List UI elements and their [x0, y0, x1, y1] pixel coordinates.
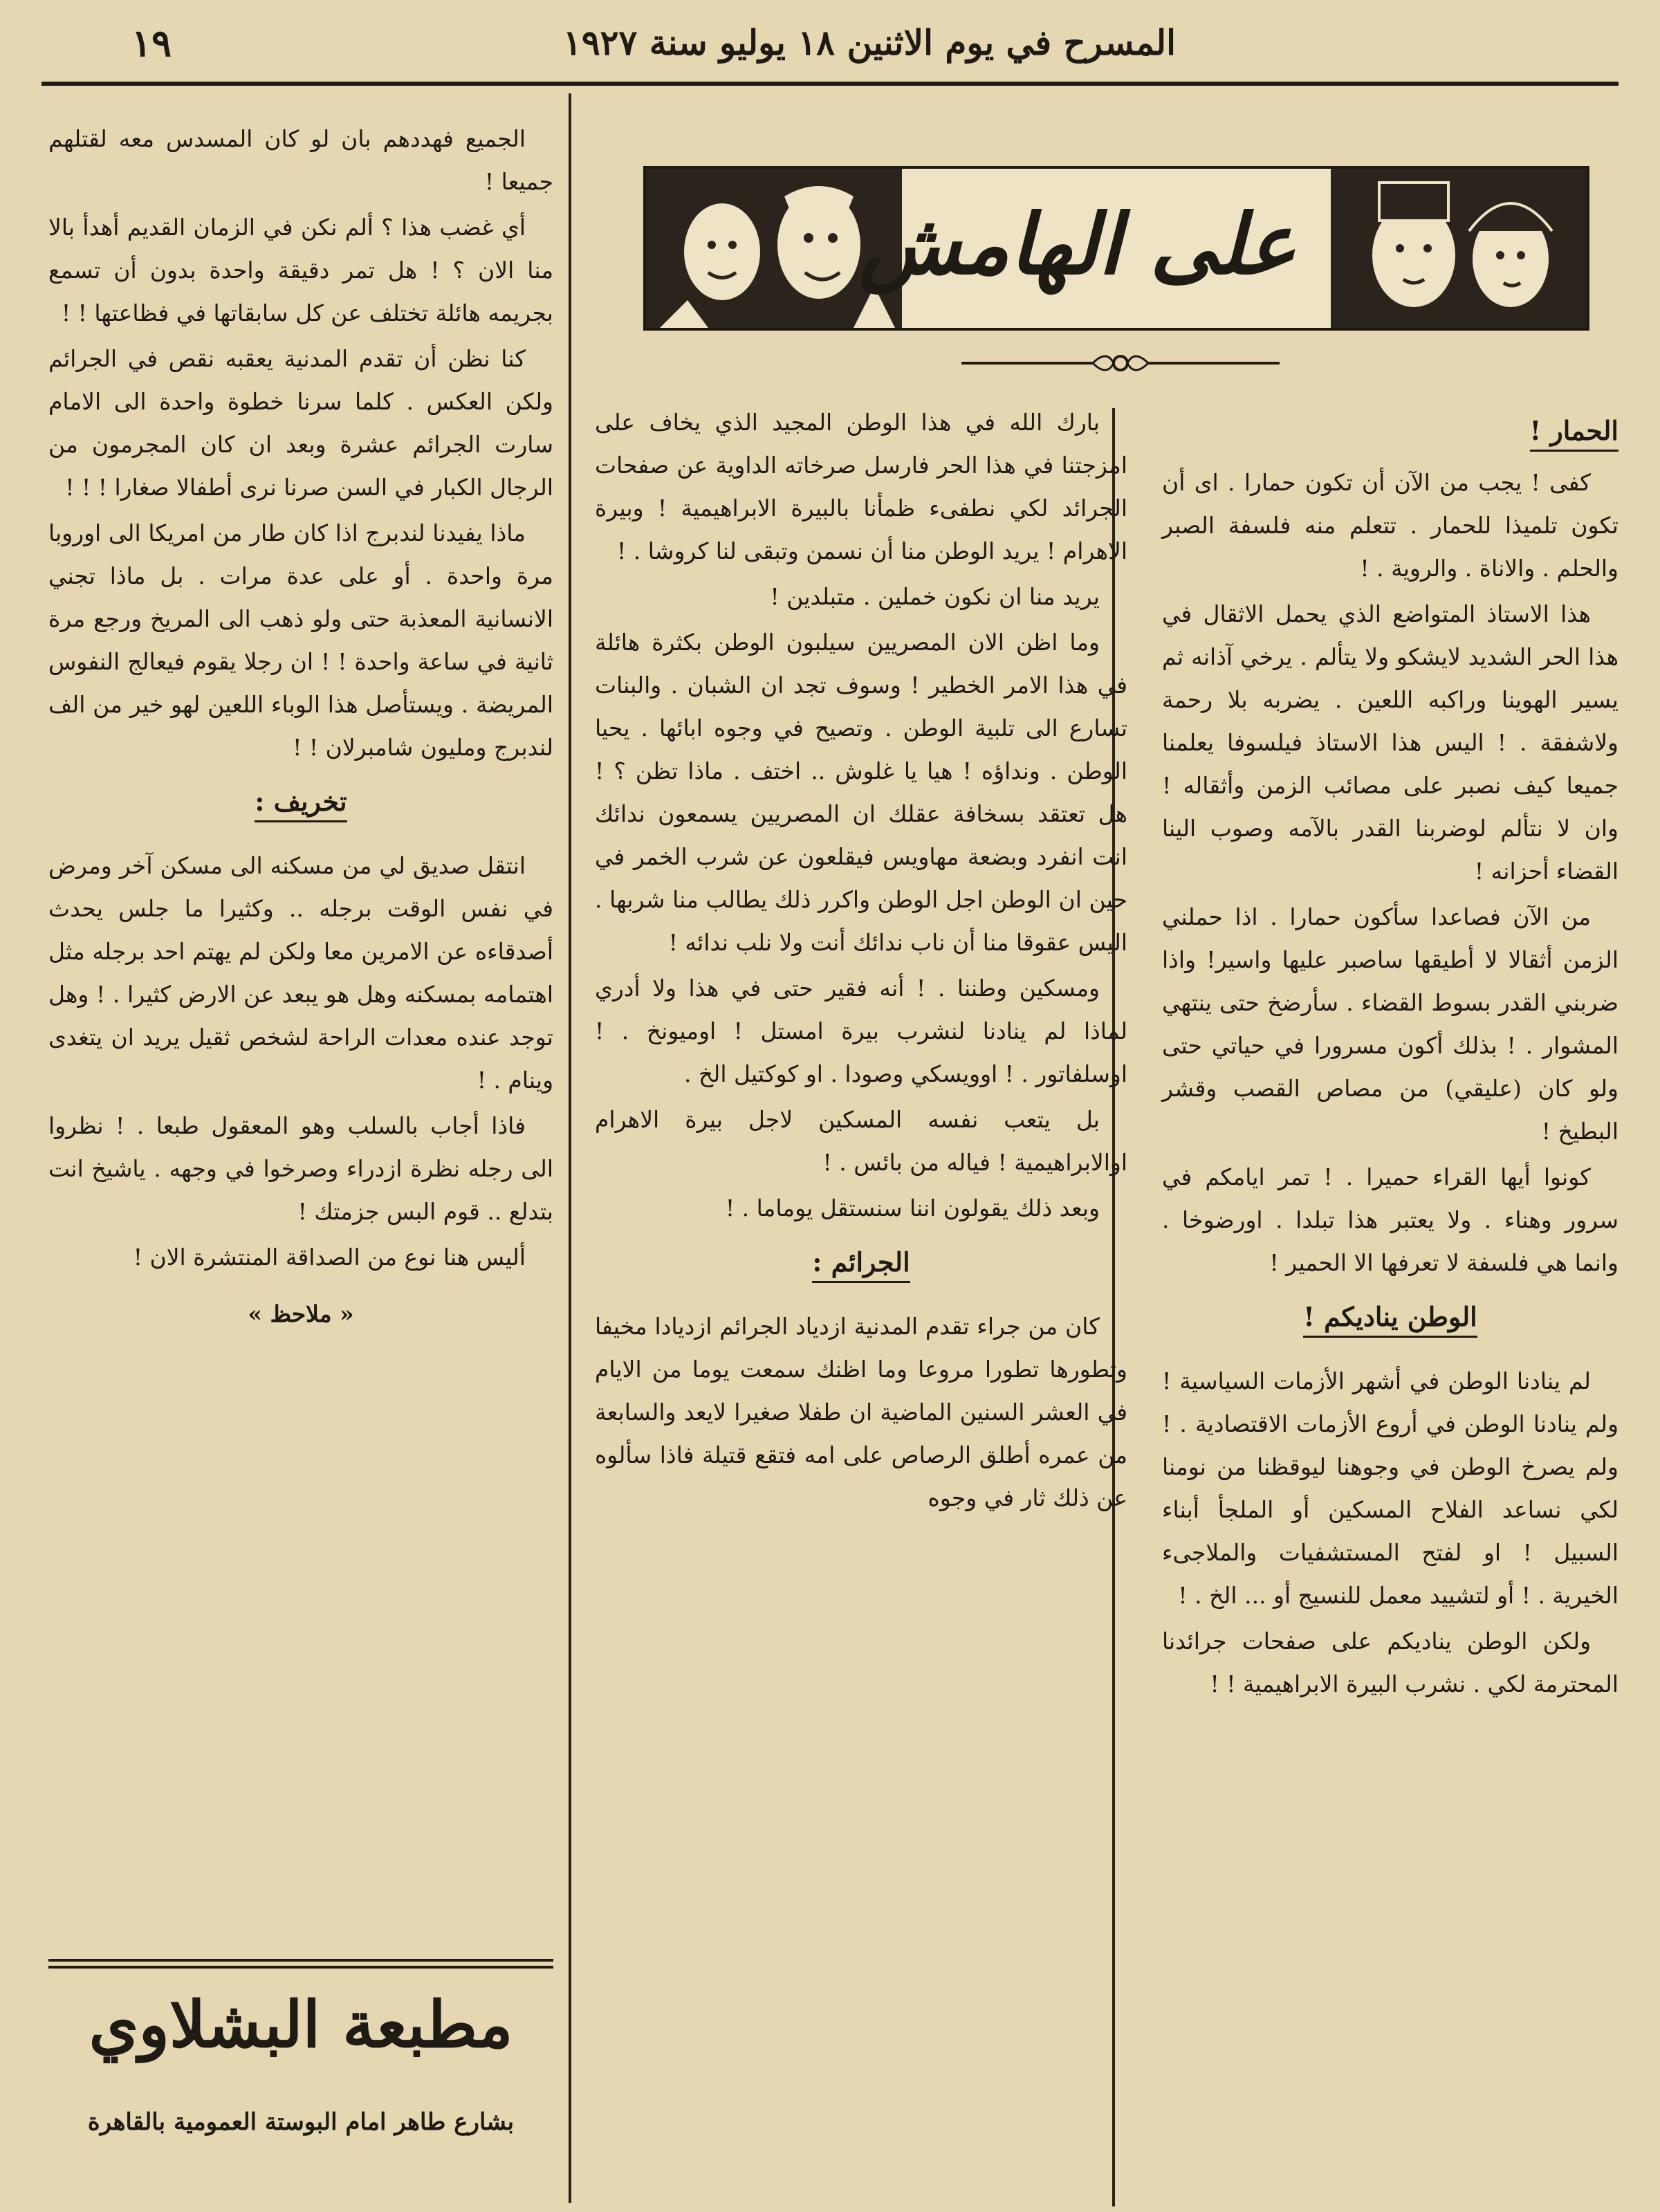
paragraph: أليس هنا نوع من الصداقة المنتشرة الان ! [133, 1244, 526, 1271]
section-heading-wrapper [1162, 1294, 1618, 1347]
paragraph: يريد منا ان نكون خملين . متبلدين ! [770, 583, 1100, 610]
section-heading-crimes: الجرائم : [812, 1244, 910, 1283]
article-column-middle [595, 401, 1127, 2193]
paragraph: بارك الله في هذا الوطن المجيد الذي يخاف على امزجتنا في هذا الحر فارسل صرخاته الداوية عن صفحات الجرائد لكي نطفىء ظمأنا بالبيرة الابراهيمية ! وبيرة الاهرام ! يريد الوطن منا أن نسمن وتبقى لنا كروشا . ! [595, 409, 1127, 564]
section-heading-wrapper [595, 1239, 1127, 1293]
paragraph: كنا نظن أن تقدم المدنية يعقبه نقص في الجرائم ولكن العكس . كلما سرنا خطوة واحدة الى الامام سارت الجرائم عشرة وبعد ان كان المجرمون من الرجال الكبار في السن صرنا نرى أطفالا صغارا ! ! ! [48, 345, 553, 501]
header-rule [42, 82, 1618, 86]
section-heading-nonsense: تخريف : [255, 783, 347, 822]
paragraph: أي غضب هذا ؟ ألم نكن في الزمان القديم أهدأ بالا منا الان ؟ ! هل تمر دقيقة واحدة بدون أن تسمع بجريمه هائلة تختلف عن كل سابقاتها في فظاعتها ! ! [48, 214, 553, 326]
banner-title: على الهامش [858, 196, 1296, 293]
section-heading-donkey: الحمار ! [1530, 412, 1618, 452]
author-signature: « ملاحظ » [248, 1300, 354, 1327]
article-column-right [1162, 408, 1618, 2193]
paragraph: لم ينادنا الوطن في أشهر الأزمات السياسية ! ولم ينادنا الوطن في أروع الأزمات الاقتصادية . ! ولم يصرخ الوطن في وجوهنا ليوقظنا من نومنا لكي نساعد الفلاح المسكين أو الملجأ أبناء السبيل ! او لفتح المستشفيات والملاجىء الخيرية . ! أو لتشييد معمل للنسيج أو ... الخ . ! [1162, 1367, 1618, 1609]
paragraph: ولكن الوطن يناديكم على صفحات جرائدنا المحترمة لكي . نشرب البيرة الابراهيمية ! ! [1162, 1628, 1618, 1697]
paragraph: ماذا يفيدنا لندبرج اذا كان طار من امريكا الى اوروبا مرة واحدة . أو على عدة مرات . بل ماذا تجني الانسانية المعذبة حتى ولو ذهب الى المريخ ورجع مرة ثانية في ساعة واحدة ! ! ان رجلا يقوم فيعالج النفوس المريضة . ويستأصل هذا الوباء اللعين لهو خير من الف لندبرج ومليون شامبرلان ! ! [48, 519, 553, 761]
advertisement-title: مطبعة البشلاوي [89, 1987, 513, 2062]
page-header [42, 14, 1618, 76]
paragraph: وبعد ذلك يقولون اننا سنستقل يوماما . ! [725, 1195, 1100, 1222]
paragraph: كونوا أيها القراء حميرا . ! تمر ايامكم في سرور وهناء . ولا يعتبر هذا تبلدا . اورضوخا . وانما هي فلسفة لا تعرفها الا الحمير ! [1162, 1163, 1618, 1276]
page-number: ١٩ [131, 21, 172, 65]
paragraph: كفى ! يجب من الآن أن تكون حمارا . اى أن تكون تلميذا للحمار . تتعلم منه فلسفة الصبر والحلم . والاناة . والروية . ! [1162, 469, 1618, 582]
advertisement-address: بشارع طاهر امام البوستة العمومية بالقاهرة [87, 2108, 515, 2136]
paragraph: كان من جراء تقدم المدنية ازدياد الجرائم ازديادا مخيفا وتطورها تطورا مروعا وما اظنك سمعت يوما من الايام في العشر السنين الماضية ان طفلا صغيرا لايعد والسابعة من عمره أطلق الرصاص على امه فتقع قتيلة فاذا سألوه عن ذلك ثار في وجوه [595, 1313, 1127, 1511]
running-head: المسرح في يوم الاثنين ١٨ يوليو سنة ١٩٢٧ [562, 22, 1176, 63]
column-banner [643, 166, 1589, 331]
caricature-illustration-right [1331, 169, 1587, 328]
paragraph: فاذا أجاب بالسلب وهو المعقول طبعا . ! نظروا الى رجله نظرة ازدراء وصرخوا في وجهه . ياشيخ انت بتدلع .. قوم البس جزمتك ! [48, 1112, 553, 1225]
paragraph: ومسكين وطننا . ! أنه فقير حتى في هذا ولا أدري لماذا لم ينادنا لنشرب بيرة امستل ! اوميونخ . ! اوسلفاتور . ! اوويسكي وصودا . او كوكتيل الخ . [595, 975, 1127, 1087]
paragraph: هذا الاستاذ المتواضع الذي يحمل الاثقال في هذا الحر الشديد لايشكو ولا يتألم . يرخي آذانه ثم يسير الهوينا وراكبه اللعين . يضربه بلا رحمة ولاشفقة . ! اليس هذا الاستاذ فيلسوفا يعلمنا جميعا كيف نصبر على مصائب الزمن وأثقاله ! وان لا نتألم لوضربنا القدر بالآمه وصوب الينا القضاء أحزانه ! [1162, 600, 1618, 885]
paragraph: وما اظن الان المصريين سيلبون الوطن بكثرة هائلة في هذا الامر الخطير ! وسوف تجد ان الشبان . والبنات تسارع الى تلبية الوطن . وتصيح في وجوه ابائها . يحيا الوطن . ونداؤه ! هيا يا غلوش .. اختف . ماذا تظن ؟ ! هل تعتقد بسخافة عقلك ان المصريين يسمعون ندائك انت انفرد وبضعة مهاويس فيقلعون عن شرب الخمر في حين ان الوطن اجل الوطن واكرر ذلك يطالب منا شربها . اليس عقوقا منا أن ناب ندائك أنت ولا نلب ندائه ! [595, 629, 1127, 956]
article-column-left [48, 118, 553, 1874]
section-heading-wrapper [48, 779, 553, 832]
paragraph: من الآن فصاعدا سأكون حمارا . اذا حملني الزمن أثقالا لا أطيقها ساصبر عليها واسير! واذا ضربني القدر بسوط القضاء . سأرضخ حتى ينتهي المشوار . ! بذلك أكون مسرورا في حياتي حتى ولو كان (عليقي) من مصاص القصب وقشر البطيخ ! [1162, 903, 1618, 1145]
paragraph: انتقل صديق لي من مسكنه الى مسكن آخر ومرض في نفس الوقت برجله .. وكثيرا ما جلس يحدث أصدقاءه عن الامرين معا ولكن لم يهتم احد برجله مثل اهتمامه بمسكنه وهل هو يبعد عن الارض كثيرا . ! وهل توجد عنده معدات الراحة لشخص ثقيل يريد ان يتغدى وينام . ! [48, 852, 553, 1094]
paragraph: الجميع فهددهم بان لو كان المسدس معه لقتلهم جميعا ! [48, 125, 553, 195]
section-heading-homeland: الوطن يناديكم ! [1303, 1298, 1477, 1338]
decorative-ornament [954, 342, 1286, 384]
ad-rule [48, 1966, 553, 1969]
column-divider [569, 93, 571, 2203]
ad-rule [48, 1959, 553, 1962]
paragraph: بل يتعب نفسه المسكين لاجل بيرة الاهرام اوالابراهيمية ! فياله من بائس . ! [595, 1106, 1127, 1176]
